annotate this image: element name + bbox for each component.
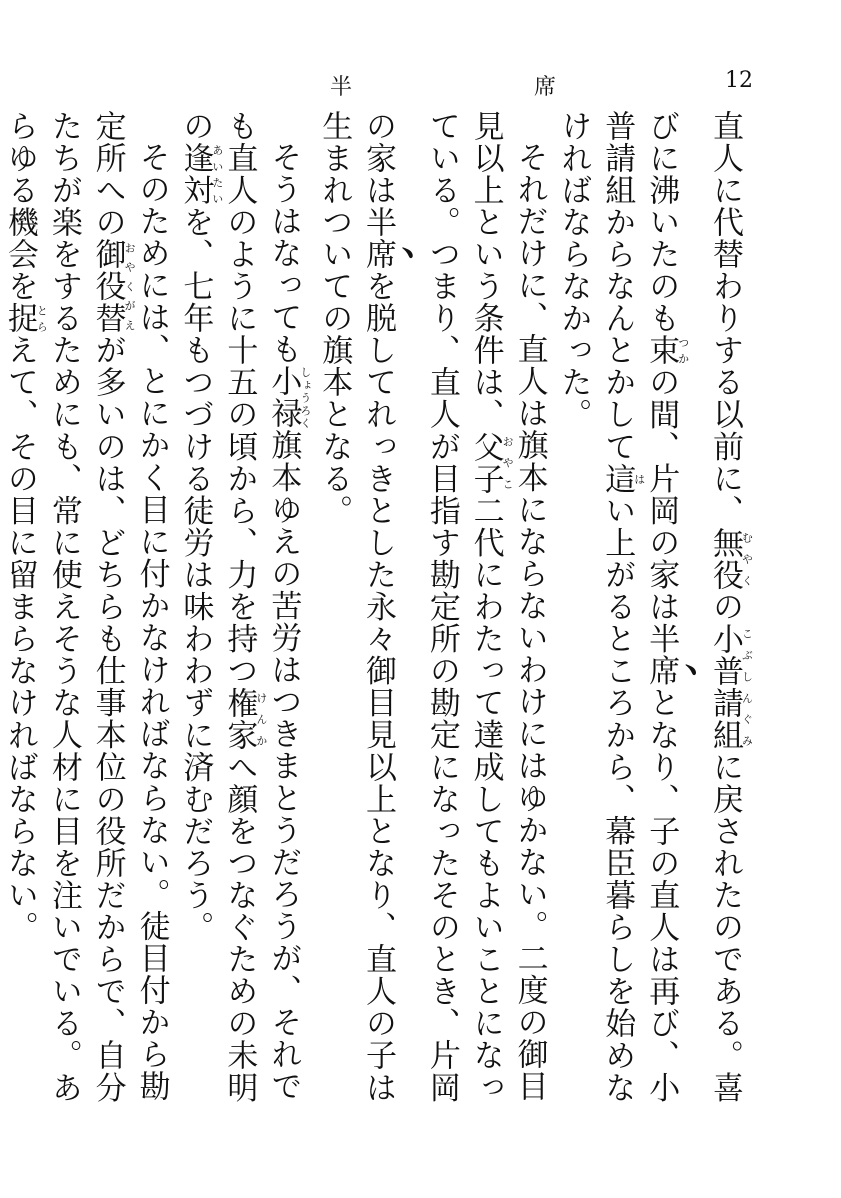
page-number: 12 <box>725 68 753 93</box>
paragraph-2: それだけに、直人は旗本にならないわけにはゆかない。二度の御目見以上という条件は、父子おやこ二代にわたって達成してもよいことになっている。つまり、直人が目指す勘定所の勘定になったそのとき、片岡の家は半席を脱してれっきとした永々御目見以上となり、直人の子は生まれついての旗本となる。 <box>316 110 548 1104</box>
vertical-text-body <box>1 110 754 1120</box>
paragraph-1: 直人に代替わりする以前に、無役むやくの小普請組こぶしんぐみに戻されたのである。喜びに沸いたのも束つかの間、片岡の家は半席となり、子の直人は再び、小普請組からなんとかして這はい上がるところから、幕臣暮らしを始めなければならなかった。 <box>555 110 754 1104</box>
running-header-title: 半 席 <box>330 75 637 100</box>
paragraph-4: そのためには、とにかく目に付かなければならない。徒目付から勘定所への御役替おやくがえが多いのは、どちらも仕事本位の役所だからで、自分たちが楽をするためにも、常に使えそうな人材に目を注いでいる。あらゆる機会を捉とらえて、その目に留まらなければならない。 <box>1 110 170 1104</box>
paragraph-3: そうはなっても小禄しょうろく旗本ゆえの苦労はつきまとうだろうが、それでも直人のように十五の頃から、力を持つ権家けんかへ顔をつなぐための未明の逢対あいたいを、七年もつづける徒労は味わわずに済むだろう。 <box>177 110 312 1104</box>
